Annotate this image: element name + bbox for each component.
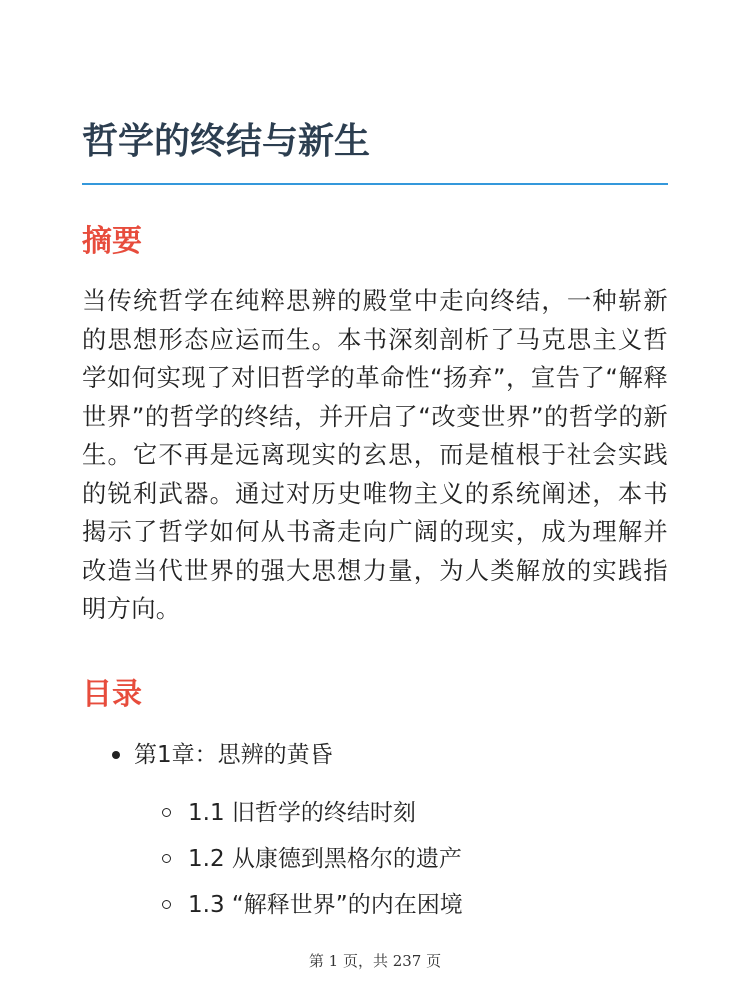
toc-section-label: 1.2 从康德到黑格尔的遗产 <box>188 846 462 872</box>
circle-bullet-icon <box>162 900 171 909</box>
toc-section-1-3[interactable] <box>82 882 668 928</box>
page-title: 哲学的终结与新生 <box>82 121 371 162</box>
toc-heading: 目录 <box>82 677 142 712</box>
abstract-paragraph: 当传统哲学在纯粹思辨的殿堂中走向终结，一种崭新的思想形态应运而生。本书深刻剖析了马克思主义哲学如何实现了对旧哲学的革命性“扬弃”，宣告了“解释世界”的哲学的终结，并开启了“改变世界”的哲学的新生。它不再是远离现实的玄思，而是植根于社会实践的锐利武器。通过对历史唯物主义的系统阐述，本书揭示了哲学如何从书斋走向广阔的现实，成为理解并改造当代世界的强大思想力量，为人类解放的实践指明方向。 <box>82 286 668 623</box>
toc-section-label: 1.3 “解释世界”的内在困境 <box>188 892 463 918</box>
circle-bullet-icon <box>162 808 171 817</box>
circle-bullet-icon <box>162 854 171 863</box>
bullet-icon <box>112 751 120 759</box>
page-footer: 第 1 页，共 237 页 <box>308 952 442 970</box>
toc-section-list <box>82 790 668 928</box>
toc-section-1-1[interactable] <box>82 790 668 836</box>
toc-list <box>82 736 668 918</box>
toc-section-1-2[interactable] <box>82 836 668 882</box>
title-divider <box>82 183 668 185</box>
toc-chapter-1[interactable] <box>82 736 668 918</box>
abstract-heading: 摘要 <box>82 224 142 259</box>
toc-section-label: 1.1 旧哲学的终结时刻 <box>188 800 416 826</box>
toc-chapter-label: 第1章：思辨的黄昏 <box>134 742 333 768</box>
